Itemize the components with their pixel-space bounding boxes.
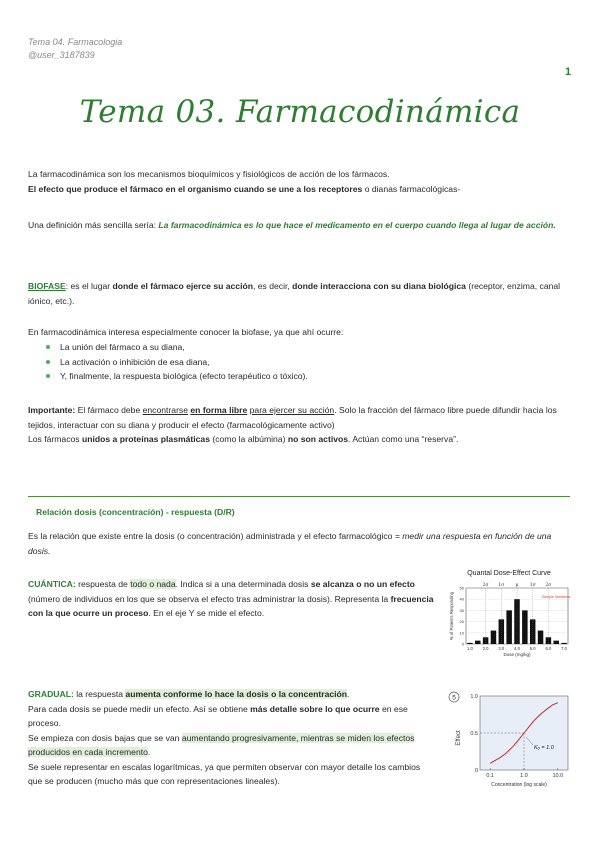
albumina-block: [28, 432, 576, 447]
gradual-text-2: .: [347, 689, 350, 699]
x-tick-label: 1.0: [467, 646, 473, 651]
page-title: Tema 03. Farmacodinámica: [79, 94, 521, 130]
y-tick-label: 20: [459, 619, 464, 625]
y-tick-label: 1.0: [470, 694, 478, 700]
x-tick-label: 3.0: [498, 646, 505, 651]
x-tick-label: 2.0: [482, 646, 489, 651]
x-tick-label: 0.1: [486, 773, 495, 779]
x-tick-label: 7.0: [561, 646, 567, 651]
gradual-line-3: [28, 731, 436, 760]
gradual-p2-bold: más detalle sobre lo que ocurre: [250, 703, 380, 714]
intro-line-2: [28, 182, 570, 197]
bar: [514, 599, 519, 644]
document-header: [28, 36, 122, 62]
cuantica-paragraph: [28, 577, 438, 621]
intro-paragraph: [28, 167, 570, 196]
albumina-text-2: (como la albúmina): [209, 434, 288, 444]
definition-paragraph: [28, 218, 570, 233]
section-divider: [28, 496, 570, 497]
y-tick-label: 0: [474, 768, 478, 774]
importante-paragraph: [28, 403, 576, 447]
gradual-highlight-bold: aumenta conforme lo hace la dosis o la concentración: [125, 689, 348, 699]
importante-label: Importante:: [28, 405, 76, 415]
cuantica-text-1: respuesta de: [75, 579, 131, 589]
gradual-text-1: la respuesta: [73, 689, 126, 699]
sigma-label: 2σ: [482, 583, 489, 588]
bar: [491, 631, 496, 644]
y-tick-label: 0: [461, 641, 464, 647]
biofase-text-2: , es decir,: [252, 281, 293, 291]
cuantica-text-4: . En el eje Y se mide el efecto.: [148, 608, 265, 618]
marker-label: 5: [452, 694, 456, 702]
albumina-bold-2: no son activos: [287, 434, 349, 444]
chart-y-axis-label: % of Patients Responding: [449, 591, 454, 641]
biofase-intro: En farmacodinámica interesa especialmente conocer la biofase, ya que ahí ocurre:: [28, 327, 344, 337]
importante-underline-1: encontrarse: [142, 405, 189, 415]
quantal-dose-effect-chart: [444, 566, 574, 658]
chart-legend: Sample Variations: [541, 595, 571, 599]
gradual-label: GRADUAL:: [28, 689, 74, 699]
chart-marker-badge: [449, 692, 459, 702]
sigma-label: 2σ: [545, 583, 552, 588]
importante-bold-underline: en forma libre: [190, 405, 248, 415]
y-tick-label: 30: [459, 607, 464, 613]
section-intro-text: Es la relación que existe entre la dosis (o concentración) administrada y el efecto farmacológico: [28, 531, 395, 541]
section-heading: Relación dosis (concentración) - respuesta (D/R): [36, 507, 235, 517]
bar: [538, 631, 543, 644]
y-tick-label: 50: [459, 585, 464, 591]
cuantica-bold-2: frecuencia con la que ocurre un proceso: [28, 593, 434, 618]
cuantica-bold-1: se alcanza o no un efecto: [310, 579, 415, 589]
section-intro-italic: = medir una respuesta en función de una dosis.: [28, 531, 552, 556]
y-tick-label: 10: [459, 630, 464, 636]
bar: [506, 610, 511, 644]
biofase-list: [28, 340, 570, 384]
gradual-line-2: [28, 702, 436, 731]
chart-x-axis-label: Dose (mg/kg): [503, 652, 531, 657]
bar: [561, 643, 566, 644]
albumina-text-1: Los fármacos: [28, 434, 82, 444]
importante-text-2: . Solo la fracción del fármaco libre puede difundir hacia los tejidos, interactuar con su diana y producir el efecto (farmacológicamente activo): [28, 405, 557, 430]
cuantica-text-2: . Indica si a una determinada dosis: [175, 579, 311, 589]
chart-plot-area: [470, 694, 568, 779]
albumina-bold-1: unidos a proteínas plasmáticas: [81, 434, 210, 444]
section-intro: [28, 529, 570, 558]
biofase-text-1: : es el lugar: [65, 281, 113, 291]
bar: [553, 641, 558, 644]
gradual-p3-highlight: aumentando progresivamente, mientras se miden los efectos producidos en cada incremento: [28, 732, 415, 757]
biofase-term: BIOFASE: [28, 281, 66, 291]
gradual-p3-c: .: [147, 747, 151, 757]
sigma-label: 1σ: [498, 583, 505, 588]
importante-underline-2: para ejercer su acción: [249, 405, 335, 415]
chart-title: Quantal Dose-Effect Curve: [467, 570, 551, 577]
list-item: La unión del fármaco a su diana,: [28, 340, 570, 355]
page-number: 1: [565, 66, 572, 78]
gradual-p3-a: Se empieza con dosis bajas que se van: [28, 732, 182, 743]
importante-text-1: El fármaco debe: [75, 405, 143, 415]
x-tick-label: 1.0: [520, 773, 528, 779]
gradual-line-4: Se suele representar en escalas logarítmicas, ya que permiten observar con mayor detalle los cambios que se producen (mucho más que con representaciones lineales).: [28, 761, 421, 786]
gradual-paragraph: [28, 687, 436, 789]
bar: [467, 643, 472, 644]
cuantica-highlight: todo o nada: [130, 579, 176, 589]
y-tick-label: 0.5: [470, 731, 478, 737]
importante-block: [28, 403, 576, 432]
x-tick-label: 6.0: [545, 646, 552, 651]
x-tick-label: 4.0: [514, 646, 520, 651]
chart-plot-area: [460, 582, 571, 651]
biofase-text-3: (receptor, enzima, canal iónico, etc.).: [28, 281, 561, 306]
gradual-p2-c: en ese proceso.: [28, 703, 408, 728]
list-item: Y, finalmente, la respuesta biológica (efecto terapéutico o tóxico).: [28, 369, 570, 384]
cuantica-label: CUÁNTICA:: [28, 579, 76, 589]
chart-y-axis-label: Effect: [456, 730, 462, 746]
chart-x-axis-label: Concentration (log scale): [491, 782, 547, 788]
biofase-paragraph: [28, 279, 570, 308]
cuantica-text-3: (número de individuos en los que se observa el efecto tras administrar la dosis). Representa la: [28, 593, 391, 604]
intro-bold: El efecto que produce el fármaco en el organismo cuando se une a los receptores: [28, 183, 363, 194]
albumina-text-3: . Actúan como una “reserva”.: [348, 434, 459, 444]
sigma-label: μ: [515, 583, 519, 588]
intro-rest: o dianas farmacológicas-: [362, 183, 461, 194]
sigma-label: 1σ: [529, 583, 536, 588]
biofase-bold-2: donde interacciona con su diana biológica: [292, 281, 466, 291]
definition-highlight: La farmacodinámica es lo que hace el medicamento en el cuerpo cuando llega al lugar de acción.: [158, 220, 556, 230]
course-label: Tema 04. Farmacologia: [28, 37, 123, 47]
bar: [475, 641, 480, 644]
x-tick-label: 5.0: [529, 646, 536, 651]
gradual-p2-a: Para cada dosis se puede medir un efecto. Así se obtiene: [28, 703, 251, 714]
definition-lead: Una definición más sencilla sería:: [28, 220, 159, 230]
biofase-bold-1: donde el fármaco ejerce su acción: [112, 281, 253, 291]
author-handle: @user_3187839: [28, 50, 95, 60]
graded-dose-response-chart: [446, 688, 574, 790]
bar: [522, 610, 527, 644]
x-tick-label: 10.0: [552, 773, 564, 779]
intro-line-1: La farmacodinámica son los mecanismos bioquímicos y fisiológicos de acción de los fármacos.: [28, 169, 390, 179]
gradual-line-1: [28, 687, 436, 702]
list-item: La activación o inhibición de esa diana,: [28, 355, 570, 370]
ec50-annotation: Kₒ = 1.0: [534, 745, 554, 751]
y-tick-label: 40: [459, 596, 464, 602]
